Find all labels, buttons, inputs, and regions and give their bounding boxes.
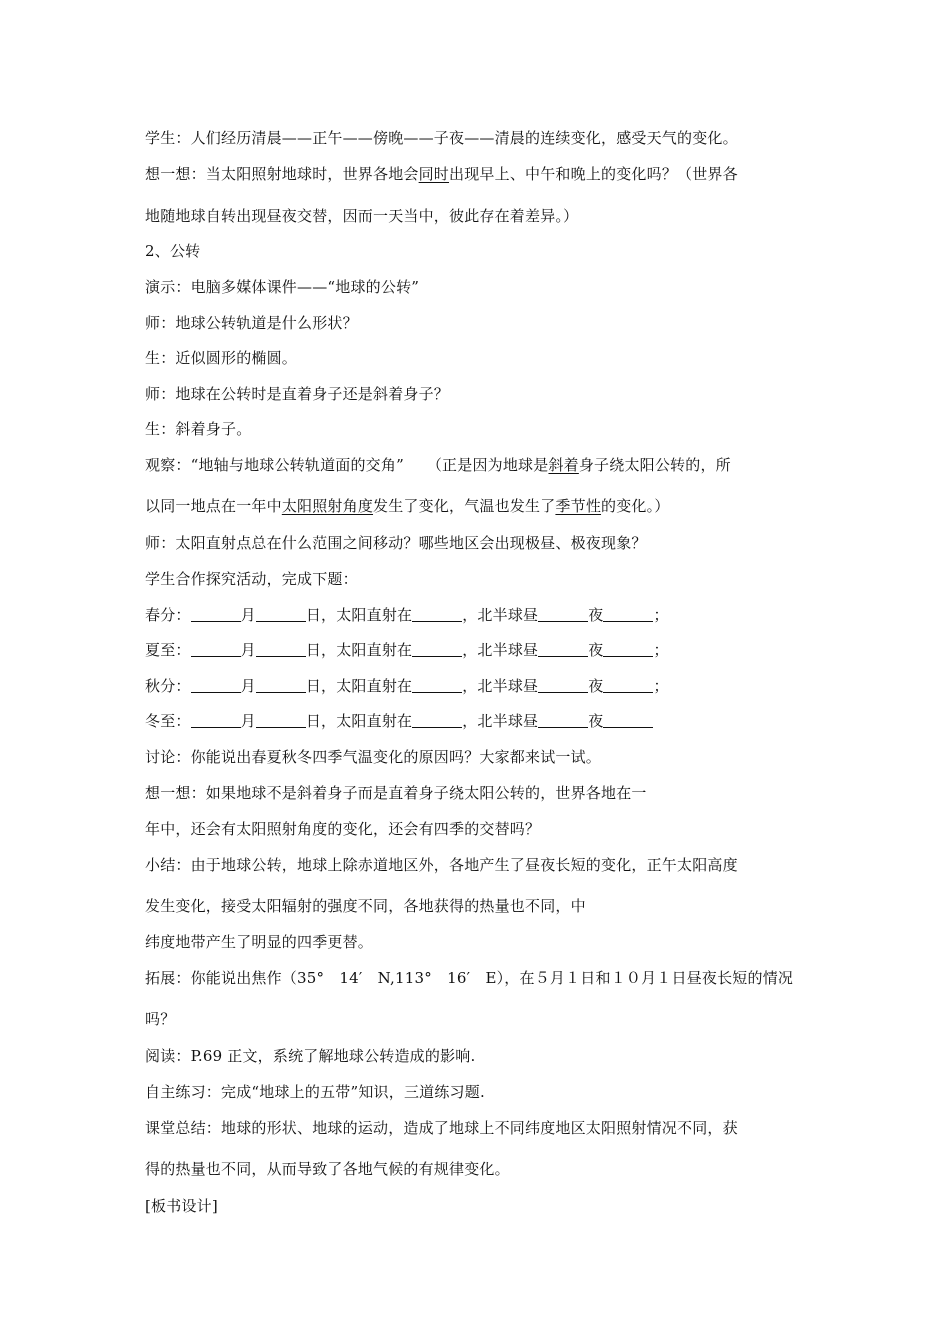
text-line: 拓展：你能说出焦作（35° 14′ N,113° 16′ E），在５月１日和１０月１日昼夜长短的情况 (145, 969, 794, 987)
text-segment: ，北半球昼 (462, 677, 539, 695)
text-segment: 夜 (588, 712, 604, 730)
text-segment: 发生了变化，气温也发生了 (373, 497, 556, 515)
fill-in-row (145, 605, 810, 625)
blank-field[interactable] (603, 678, 653, 693)
text-line (145, 164, 810, 184)
blank-field[interactable] (412, 713, 462, 728)
text-segment: 观察：“地轴与地球公转轨道面的交角” （正是因为地球是 (145, 456, 549, 474)
text-line: 地随地球自转出现昼夜交替，因而一天当中，彼此存在着差异。） (145, 207, 579, 225)
row-label: 冬至： (145, 712, 191, 730)
text-segment: ，北半球昼 (462, 712, 539, 730)
text-segment: 日，太阳直射在 (305, 677, 413, 695)
underlined-text: 太阳照射角度 (281, 497, 374, 515)
blank-field[interactable] (412, 642, 462, 657)
text-line (145, 496, 810, 516)
text-segment: 月 (240, 712, 256, 730)
text-line: 吗？ (145, 1010, 176, 1028)
text-line: 演示：电脑多媒体课件——“地球的公转” (145, 278, 420, 296)
text-segment: 日，太阳直射在 (305, 606, 413, 624)
blank-field[interactable] (603, 642, 653, 657)
fill-in-row (145, 640, 810, 660)
blank-field[interactable] (191, 713, 241, 728)
blank-field[interactable] (256, 713, 306, 728)
blank-field[interactable] (538, 607, 588, 622)
text-segment: 以同一地点在一年中 (145, 497, 282, 515)
text-segment: 月 (240, 641, 256, 659)
blank-field[interactable] (603, 713, 653, 728)
row-label: 夏至： (145, 641, 191, 659)
text-segment: 夜 (588, 606, 604, 624)
text-segment: 出现早上、中午和晚上的变化吗？（世界各 (449, 165, 738, 183)
row-label: 春分： (145, 606, 191, 624)
blank-field[interactable] (191, 607, 241, 622)
text-line: 师：地球在公转时是直着身子还是斜着身子？ (145, 385, 450, 403)
text-line: 阅读：P.69 正文，系统了解地球公转造成的影响. (145, 1047, 476, 1065)
fill-in-row (145, 711, 810, 731)
underlined-text: 斜着 (548, 456, 579, 474)
text-line: 自主练习：完成“地球上的五带”知识，三道练习题. (145, 1083, 485, 1101)
text-segment: ； (653, 606, 669, 624)
text-segment: ，北半球昼 (462, 641, 539, 659)
blank-field[interactable] (538, 642, 588, 657)
blank-field[interactable] (412, 607, 462, 622)
text-line: 发生变化，接受太阳辐射的强度不同，各地获得的热量也不同，中 (145, 897, 586, 915)
text-segment: ； (653, 677, 669, 695)
text-line: 师：太阳直射点总在什么范围之间移动？哪些地区会出现极昼、极夜现象？ (145, 534, 647, 552)
text-segment: 夜 (588, 641, 604, 659)
text-line: 生：近似圆形的椭圆。 (145, 349, 298, 367)
text-segment: 日，太阳直射在 (305, 712, 413, 730)
underlined-text: 同时 (418, 165, 450, 183)
text-segment: ； (653, 641, 669, 659)
text-segment: 身子绕太阳公转的，所 (578, 456, 731, 474)
blank-field[interactable] (538, 678, 588, 693)
text-line: 学生合作探究活动，完成下题： (145, 570, 358, 588)
text-line (145, 455, 810, 475)
section-heading: [板书设计] (145, 1197, 218, 1215)
text-line: 想一想：如果地球不是斜着身子而是直着身子绕太阳公转的，世界各地在一 (145, 784, 647, 802)
text-line: 得的热量也不同，从而导致了各地气候的有规律变化。 (145, 1160, 510, 1178)
section-heading: 2、公转 (145, 242, 201, 260)
text-line: 师：地球公转轨道是什么形状？ (145, 314, 358, 332)
text-line: 学生：人们经历清晨——正午——傍晚——子夜——清晨的连续变化，感受天气的变化。 (145, 129, 738, 147)
text-segment: 的变化。） (601, 497, 670, 515)
blank-field[interactable] (603, 607, 653, 622)
blank-field[interactable] (191, 642, 241, 657)
row-label: 秋分： (145, 677, 191, 695)
blank-field[interactable] (538, 713, 588, 728)
text-line: 课堂总结：地球的形状、地球的运动，造成了地球上不同纬度地区太阳照射情况不同，获 (145, 1119, 738, 1137)
blank-field[interactable] (256, 607, 306, 622)
text-segment: 想一想：当太阳照射地球时，世界各地会 (145, 165, 419, 183)
text-line: 年中，还会有太阳照射角度的变化，还会有四季的交替吗？ (145, 820, 541, 838)
text-segment: 日，太阳直射在 (305, 641, 413, 659)
blank-field[interactable] (412, 678, 462, 693)
text-segment: 月 (240, 606, 256, 624)
text-segment: ，北半球昼 (462, 606, 539, 624)
blank-field[interactable] (256, 678, 306, 693)
text-segment: 月 (240, 677, 256, 695)
text-line: 讨论：你能说出春夏秋冬四季气温变化的原因吗？大家都来试一试。 (145, 748, 602, 766)
fill-in-row (145, 676, 810, 696)
text-line: 生：斜着身子。 (145, 420, 252, 438)
blank-field[interactable] (256, 642, 306, 657)
text-line: 小结：由于地球公转，地球上除赤道地区外，各地产生了昼夜长短的变化，正午太阳高度 (145, 856, 738, 874)
blank-field[interactable] (191, 678, 241, 693)
text-segment: 夜 (588, 677, 604, 695)
text-line: 纬度地带产生了明显的四季更替。 (145, 933, 374, 951)
underlined-text: 季节性 (555, 497, 602, 515)
